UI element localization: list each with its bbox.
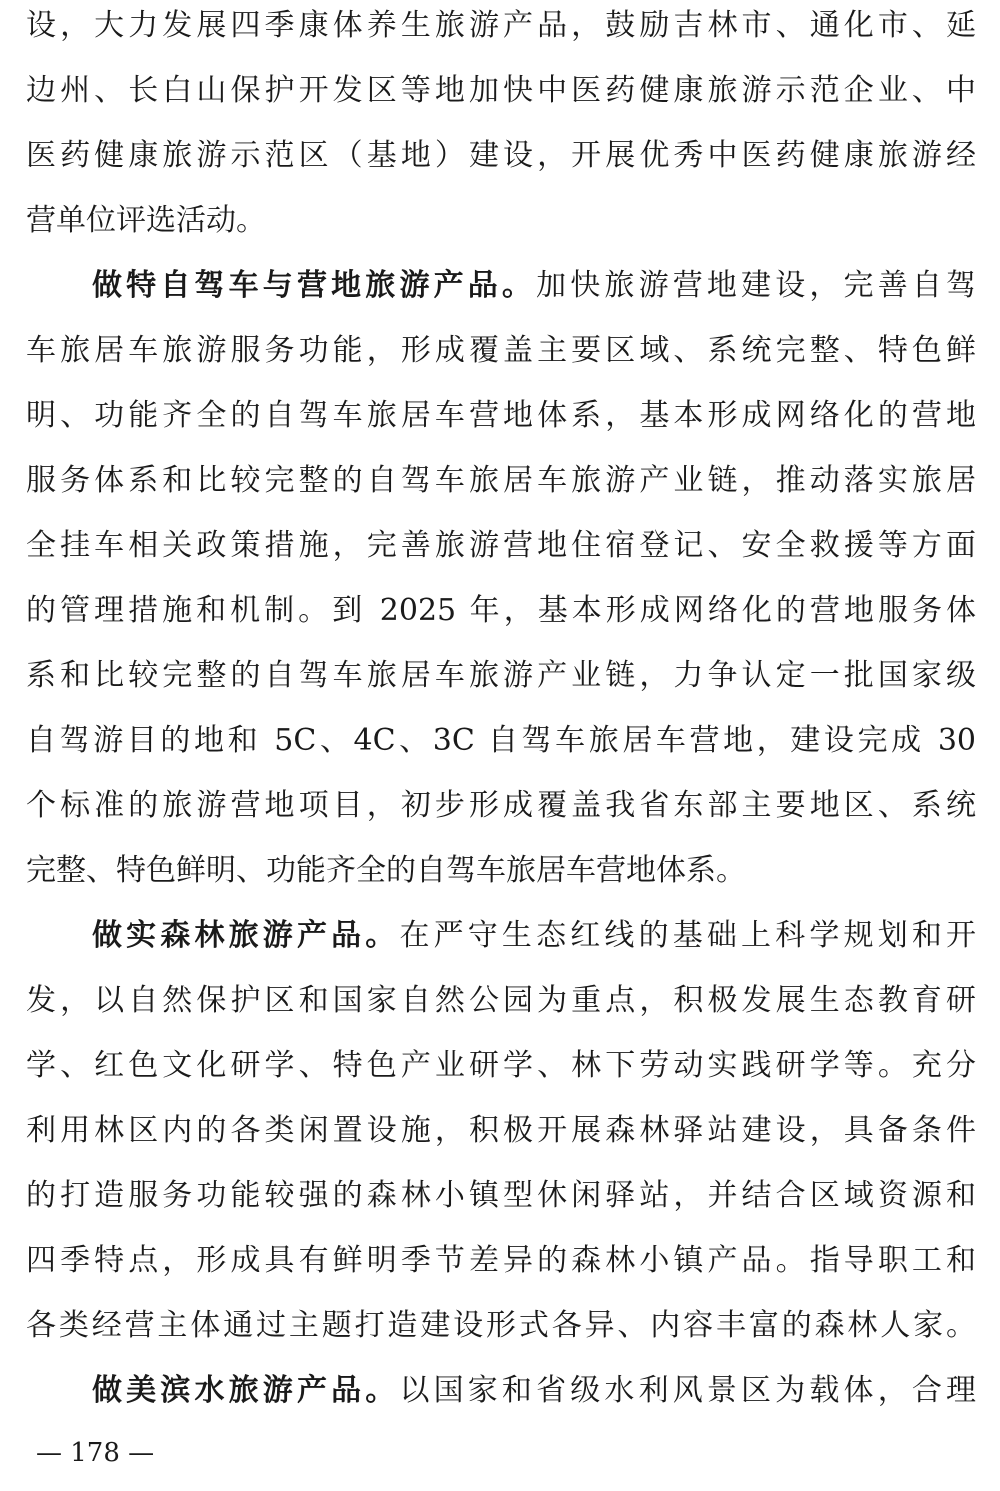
body-line: 的打造服务功能较强的森林小镇型休闲驿站，并结合区域资源和 xyxy=(26,1178,976,1213)
body-line: 利用林区内的各类闲置设施，积极开展森林驿站建设，具备条件 xyxy=(26,1113,976,1148)
paragraph-first-line xyxy=(92,266,976,306)
paragraph-heading: 做实森林旅游产品。 xyxy=(92,918,400,953)
paragraph-heading: 做特自驾车与营地旅游产品。 xyxy=(92,268,537,303)
body-line: 个标准的旅游营地项目，初步形成覆盖我省东部主要地区、系统 xyxy=(26,788,976,823)
paragraph-first-line xyxy=(92,916,976,956)
body-line: 设，大力发展四季康体养生旅游产品，鼓励吉林市、通化市、延 xyxy=(26,8,976,43)
body-text: 以国家和省级水利风景区为载体，合理 xyxy=(399,1373,977,1408)
body-line: 医药健康旅游示范区（基地）建设，开展优秀中医药健康旅游经 xyxy=(26,138,976,173)
page-number: — 178 — xyxy=(36,1438,155,1468)
body-line: 完整、特色鲜明、功能齐全的自驾车旅居车营地体系。 xyxy=(26,853,746,888)
body-line: 发，以自然保护区和国家自然公园为重点，积极发展生态教育研 xyxy=(26,983,976,1018)
body-text: 加快旅游营地建设，完善自驾 xyxy=(536,268,977,303)
body-line: 各类经营主体通过主题打造建设形式各异、内容丰富的森林人家。 xyxy=(26,1308,976,1343)
body-line: 明、功能齐全的自驾车旅居车营地体系，基本形成网络化的营地 xyxy=(26,398,976,433)
body-line: 系和比较完整的自驾车旅居车旅游产业链，力争认定一批国家级 xyxy=(26,658,976,693)
body-line: 服务体系和比较完整的自驾车旅居车旅游产业链，推动落实旅居 xyxy=(26,463,976,498)
body-line: 边州、长白山保护开发区等地加快中医药健康旅游示范企业、中 xyxy=(26,73,976,108)
paragraph-heading: 做美滨水旅游产品。 xyxy=(92,1373,400,1408)
body-line: 营单位评选活动。 xyxy=(26,203,266,238)
body-line: 的管理措施和机制。到 2025 年，基本形成网络化的营地服务体 xyxy=(26,593,976,628)
body-line: 车旅居车旅游服务功能，形成覆盖主要区域、系统完整、特色鲜 xyxy=(26,333,976,368)
body-line: 四季特点，形成具有鲜明季节差异的森林小镇产品。指导职工和 xyxy=(26,1243,976,1278)
body-line: 全挂车相关政策措施，完善旅游营地住宿登记、安全救援等方面 xyxy=(26,528,976,563)
body-line: 学、红色文化研学、特色产业研学、林下劳动实践研学等。充分 xyxy=(26,1048,976,1083)
paragraph-first-line xyxy=(92,1371,976,1411)
body-text: 在严守生态红线的基础上科学规划和开 xyxy=(399,918,977,953)
body-line: 自驾游目的地和 5C、4C、3C 自驾车旅居车营地，建设完成 30 xyxy=(26,723,976,758)
